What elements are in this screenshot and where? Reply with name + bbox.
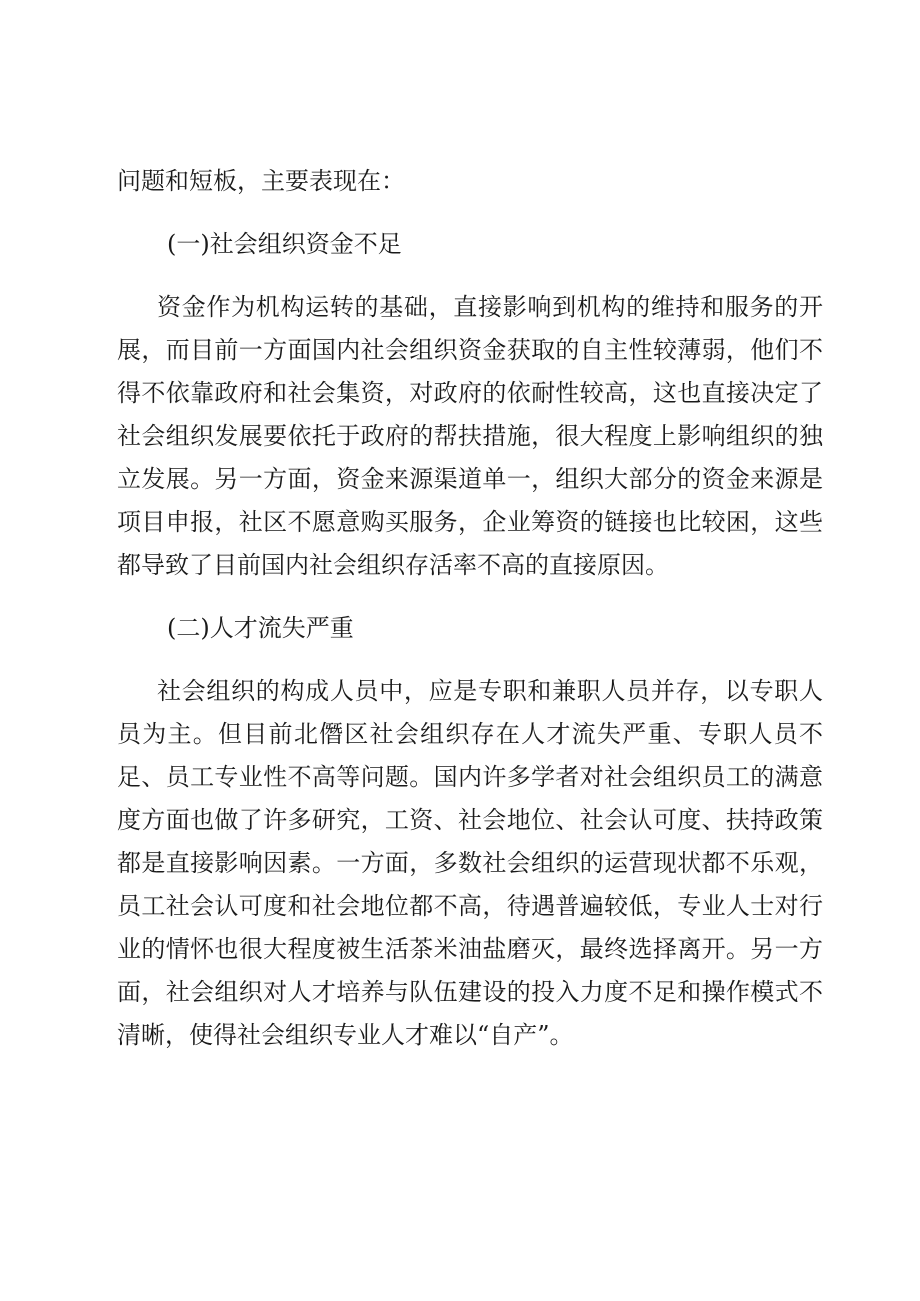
- funding-paragraph: 资金作为机构运转的基础，直接影响到机构的维持和服务的开展，而目前一方面国内社会组织资金获取的自主性较薄弱，他们不得不依靠政府和社会集资，对政府的依耐性较高，这也直接决定了社会组织发展要依托于政府的帮扶措施，很大程度上影响组织的独立发展。另一方面，资金来源渠道单一，组织大部分的资金来源是项目申报，社区不愿意购买服务，企业筹资的链接也比较困，这些都导致了目前国内社会组织存活率不高的直接原因。: [117, 293, 823, 579]
- talent-paragraph: 社会组织的构成人员中，应是专职和兼职人员并存，以专职人员为主。但目前北僭区社会组织存在人才流失严重、专职人员不足、员工专业性不高等问题。国内许多学者对社会组织员工的满意度方面也做了许多研究，工资、社会地位、社会认可度、扶持政策都是直接影响因素。一方面，多数社会组织的运营现状都不乐观，员工社会认可度和社会地位都不高，待遇普遍较低，专业人士对行业的情怀也很大程度被生活茶米油盐磨灭，最终选择离开。另一方面，社会组织对人才培养与队伍建设的投入力度不足和操作模式不清晰，使得社会组织专业人才难以“自产”。: [117, 677, 823, 1049]
- section-heading-talent: (二)人才流失严重: [167, 614, 354, 642]
- intro-paragraph: 问题和短板，主要表现在：: [117, 167, 405, 195]
- document-body: [117, 160, 823, 1077]
- section-heading-funding: (一)社会组织资金不足: [167, 230, 402, 258]
